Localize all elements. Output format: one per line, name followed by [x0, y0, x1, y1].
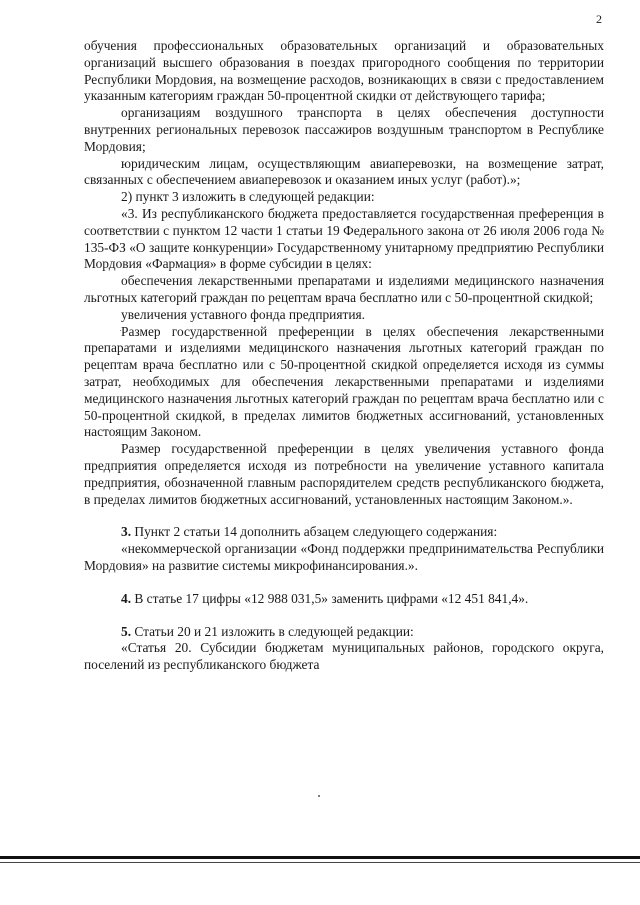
item-4-paragraph: [84, 591, 604, 608]
item-number: 4.: [121, 590, 132, 606]
bottom-rule-thin: [0, 862, 640, 863]
paragraph: увеличения уставного фонда предприятия.: [121, 306, 366, 322]
paragraph: «Статья 20. Субсидии бюджетам муниципальных районов, городского округа, поселений из республиканского бюджета: [84, 640, 604, 673]
paragraph: Размер государственной преференции в целях увеличения уставного фонда предприятия определяется исходя из потребности на увеличение уставного капитала предприятия, обозначенной главным распорядителем средств республиканского бюджета, в пределах лимитов бюджетных ассигнований, установленных настоящим Законом.».: [84, 441, 604, 507]
item-5-paragraph: [84, 624, 604, 641]
paragraph-text: В статье 17 цифры «12 988 031,5» заменить цифрами «12 451 841,4».: [134, 590, 529, 606]
bottom-rule: [0, 856, 640, 859]
item-number: 3.: [121, 524, 132, 540]
scan-speck: [120, 330, 121, 331]
paragraph-text: Пункт 2 статьи 14 дополнить абзацем следующего содержания:: [134, 524, 498, 540]
paragraph: обеспечения лекарственными препаратами и изделиями медицинского назначения льготных категорий граждан по рецептам врача бесплатно или с 50-процентной скидкой;: [84, 273, 604, 305]
scan-speck: [318, 795, 320, 797]
paragraph: организациям воздушного транспорта в целях обеспечения доступности внутренних региональных перевозок пассажиров воздушным транспортом в Республике Мордовия;: [84, 105, 604, 154]
paragraph: «некоммерческой организации «Фонд поддержки предпринимательства Республики Мордовия» на развитие системы микрофинансирования.».: [84, 541, 604, 573]
paragraph: 2) пункт 3 изложить в следующей редакции:: [121, 189, 375, 205]
paragraph: юридическим лицам, осуществляющим авиаперевозки, на возмещение затрат, связанных с обеспечением авиаперевозок и оказанием иных услуг (работ).»;: [84, 155, 604, 188]
item-number: 5.: [121, 623, 132, 639]
document-body: [84, 38, 604, 674]
paragraph-text: Статьи 20 и 21 изложить в следующей редакции:: [134, 623, 414, 639]
item-3-paragraph: [84, 524, 604, 541]
paragraph: обучения профессиональных образовательных организаций и образовательных организаций высшего образования в поездах пригородного сообщения по территории Республики Мордовия, на возмещение расходов, возникающих в связи с предоставлением указанным категориям граждан 50-процентной скидки от действующего тарифа;: [84, 38, 604, 104]
paragraph: Размер государственной преференции в целях обеспечения лекарственными препаратами и изделиями медицинского назначения льготных категорий граждан по рецептам врача бесплатно или с 50-процентной скидкой определяется исходя из суммы затрат, необходимых для обеспечения лекарственными препаратами и изделиями медицинского назначения льготных категорий граждан по рецептам врача бесплатно или с 50-процентной скидкой, в пределах лимитов бюджетных ассигнований, установленных настоящим Законом.: [84, 323, 604, 440]
page-number: 2: [596, 12, 602, 26]
paragraph: «3. Из республиканского бюджета предоставляется государственная преференция в соответствии с пунктом 12 части 1 статьи 19 Федерального закона от 26 июля 2006 года № 135-ФЗ «О защите конкуренции» Государственному унитарному предприятию Республики Мордовия «Фармация» в форме субсидии в целях:: [84, 205, 604, 272]
